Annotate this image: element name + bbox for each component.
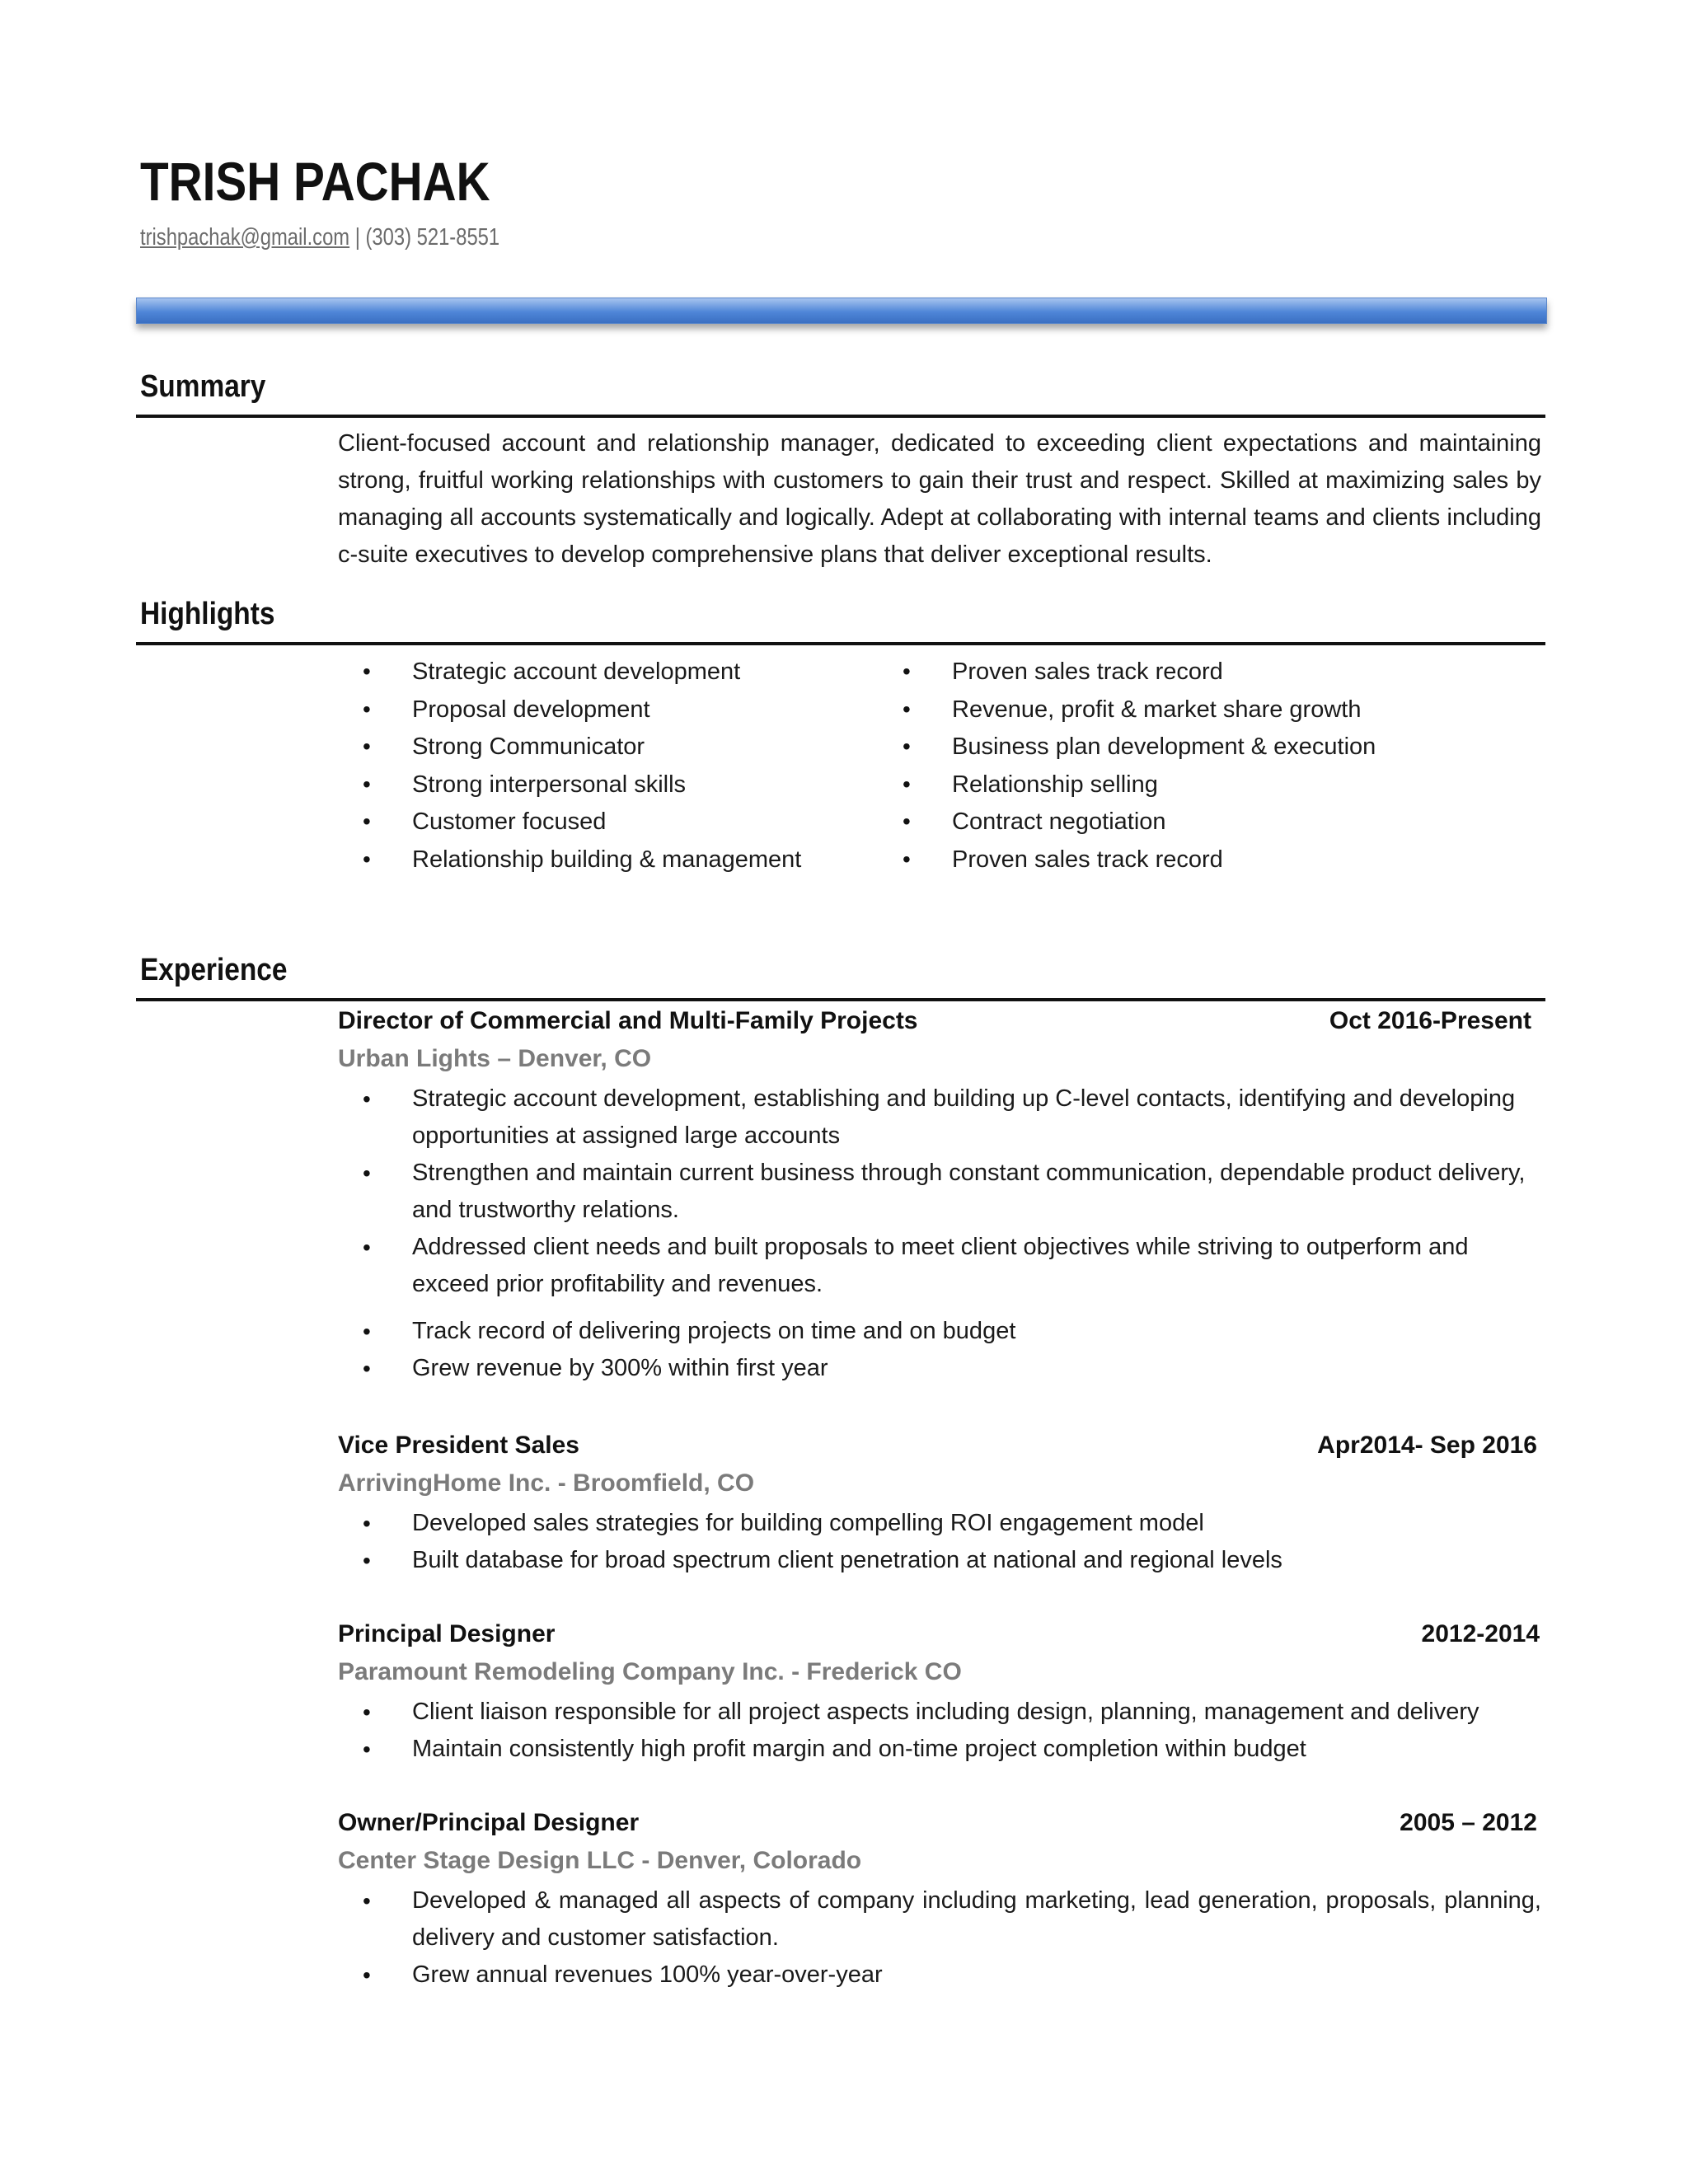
highlight-item: • Proven sales track record <box>952 653 1376 691</box>
job-title: Vice President Sales <box>338 1432 579 1459</box>
job-dates: 2012-2014 <box>1421 1620 1540 1647</box>
job-bullet: • Grew annual revenues 100% year-over-year <box>412 1957 1541 1994</box>
job-bullets <box>412 1882 1541 1994</box>
highlight-item: • Proven sales track record <box>952 841 1376 879</box>
job-dates: Apr2014- Sep 2016 <box>1317 1432 1537 1459</box>
job-bullets <box>412 1694 1541 1768</box>
job-bullet: • Track record of delivering projects on time and on budget <box>412 1313 1541 1350</box>
job-bullets <box>412 1505 1541 1579</box>
job-bullets <box>412 1080 1541 1387</box>
job-bullet: • Grew revenue by 300% within first year <box>412 1350 1541 1387</box>
job-company: Urban Lights – Denver, CO <box>338 1045 652 1072</box>
highlight-item: • Strategic account development <box>412 653 801 691</box>
job-title: Principal Designer <box>338 1620 556 1647</box>
job-bullet: • Client liaison responsible for all project aspects including design, planning, management and delivery <box>412 1694 1541 1731</box>
contact-line <box>140 224 499 251</box>
job-company: Center Stage Design LLC - Denver, Colorado <box>338 1847 862 1874</box>
highlight-item: • Strong interpersonal skills <box>412 766 801 804</box>
section-rule-experience <box>136 998 1545 1001</box>
phone-number: (303) 521-8551 <box>365 224 500 251</box>
highlight-item: • Revenue, profit & market share growth <box>952 691 1376 729</box>
section-title-highlights: Highlights <box>140 597 275 631</box>
job-bullet: • Maintain consistently high profit margin and on-time project completion within budget <box>412 1731 1541 1768</box>
highlight-item: • Strong Communicator <box>412 728 801 766</box>
contact-separator: | <box>349 224 366 251</box>
section-title-summary: Summary <box>140 369 266 404</box>
header-divider-bar <box>136 298 1547 324</box>
job-dates: Oct 2016-Present <box>1329 1007 1531 1034</box>
highlight-item: • Contract negotiation <box>952 803 1376 841</box>
section-rule-summary <box>136 415 1545 418</box>
job-dates: 2005 – 2012 <box>1400 1809 1537 1836</box>
highlights-right-list <box>952 653 1376 878</box>
highlight-item: • Relationship building & management <box>412 841 801 879</box>
highlight-item: • Proposal development <box>412 691 801 729</box>
summary-text: Client-focused account and relationship manager, dedicated to exceeding client expectations and maintaining strong, fruitful working relationships with customers to gain their trust and respect. Skilled at maximizing sales by managing all accounts systematically and logically. Adept at collaborating with internal teams and clients including c-suite executives to develop comprehensive plans that deliver exceptional results. <box>338 430 1541 568</box>
candidate-name: TRISH PACHAK <box>140 151 490 212</box>
highlight-item: • Customer focused <box>412 803 801 841</box>
highlight-item: • Relationship selling <box>952 766 1376 804</box>
section-title-experience: Experience <box>140 953 288 987</box>
job-bullet: • Developed sales strategies for building compelling ROI engagement model <box>412 1505 1541 1542</box>
job-bullet: • Strategic account development, establishing and building up C-level contacts, identifying and developing opportunities at assigned large accounts <box>412 1080 1541 1155</box>
email-link[interactable]: trishpachak@gmail.com <box>140 224 350 251</box>
highlight-item: • Business plan development & execution <box>952 728 1376 766</box>
job-bullet: • Strengthen and maintain current business through constant communication, dependable product delivery, and trustworthy relations. <box>412 1155 1541 1229</box>
section-rule-highlights <box>136 642 1545 645</box>
job-bullet: • Developed & managed all aspects of company including marketing, lead generation, proposals, planning, delivery and customer satisfaction. <box>412 1882 1541 1957</box>
job-title: Owner/Principal Designer <box>338 1809 640 1836</box>
job-bullet: • Addressed client needs and built proposals to meet client objectives while striving to outperform and exceed prior profitability and revenues. <box>412 1229 1541 1303</box>
highlights-left-list <box>412 653 801 878</box>
job-company: Paramount Remodeling Company Inc. - Frederick CO <box>338 1658 962 1685</box>
job-bullet: • Built database for broad spectrum client penetration at national and regional levels <box>412 1542 1541 1579</box>
job-title: Director of Commercial and Multi-Family Projects <box>338 1007 918 1034</box>
job-company: ArrivingHome Inc. - Broomfield, CO <box>338 1469 755 1497</box>
